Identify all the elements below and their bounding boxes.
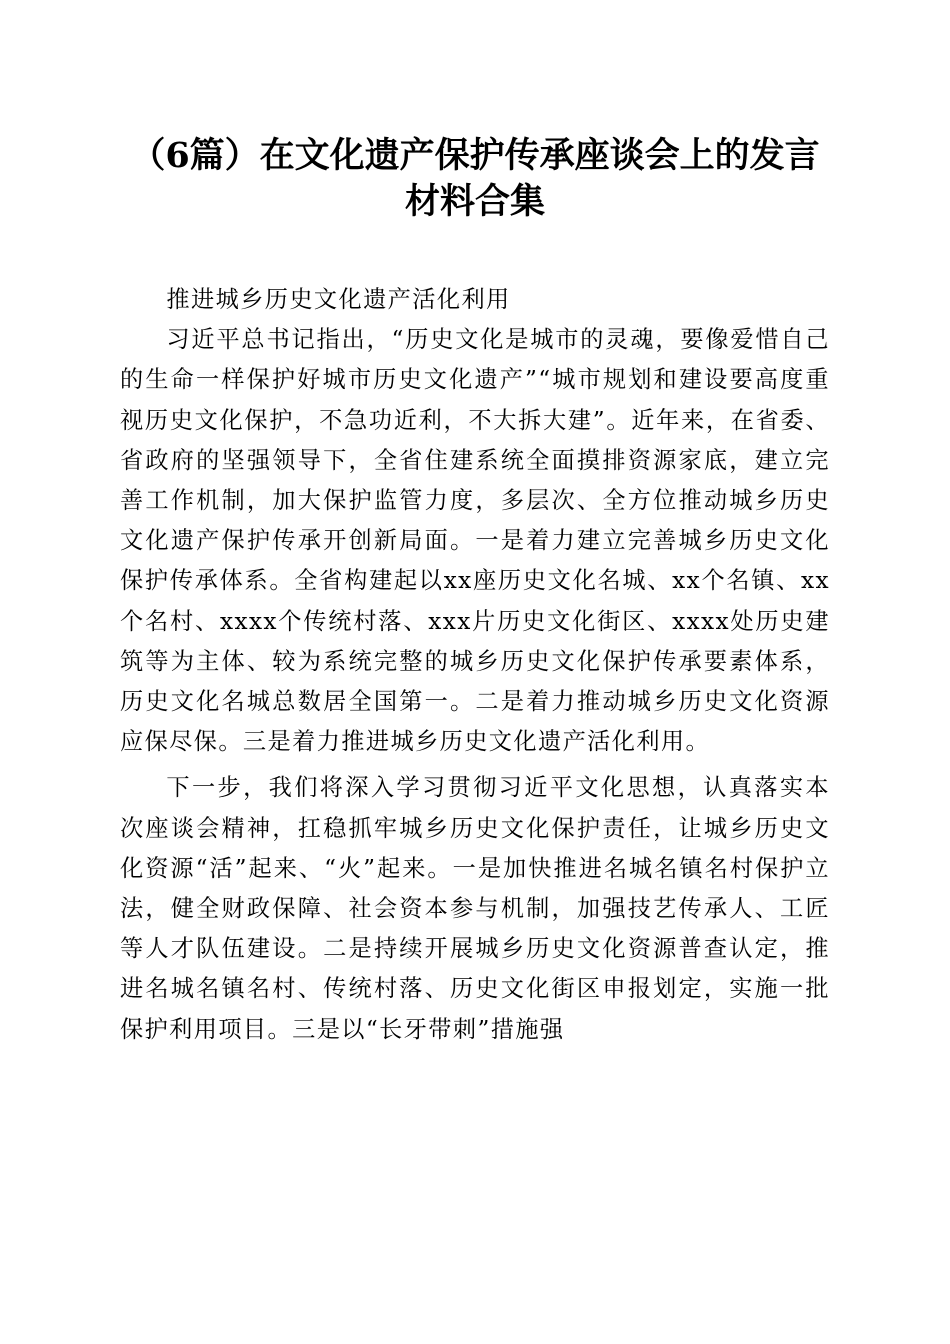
title-line-2: 材料合集 bbox=[404, 181, 545, 222]
section-heading: 推进城乡历史文化遗产活化利用 bbox=[166, 286, 511, 313]
body-paragraph: 习近平总书记指出，“历史文化是城市的灵魂，要像爱惜自己的生命一样保护好城市历史文化遗产”“城市规划和建设要高度重视历史文化保护，不急功近利，不大拆大建”。近年来，在省委、省政府的坚强领导下，全省住建系统全面摸排资源家底，建立完善工作机制，加大保护监管力度，多层次、全方位推动城乡历史文化遗产保护传承开创新局面。一是着力建立完善城乡历史文化保护传承体系。全省构建起以xx座历史文化名城、xx个名镇、xx个名村、xxxx个传统村落、xxx片历史文化街区、xxxx处历史建筑等为主体、较为系统完整的城乡历史文化保护传承要素体系，历史文化名城总数居全国第一。二是着力推动城乡历史文化资源应保尽保。三是着力推进城乡历史文化遗产活化利用。 bbox=[120, 326, 830, 756]
document-title bbox=[100, 133, 850, 225]
body-paragraph: 下一步，我们将深入学习贯彻习近平文化思想，认真落实本次座谈会精神，扛稳抓牢城乡历史文化保护责任，让城乡历史文化资源“活”起来、“火”起来。一是加快推进名城名镇名村保护立法，健全财政保障、社会资本参与机制，加强技艺传承人、工匠等人才队伍建设。二是持续开展城乡历史文化资源普查认定，推进名城名镇名村、传统村落、历史文化街区申报划定，实施一批保护利用项目。三是以“长牙带刺”措施强 bbox=[120, 774, 830, 1043]
document-body bbox=[120, 280, 830, 1050]
title-line-1: （6篇）在文化遗产保护传承座谈会上的发言 bbox=[130, 135, 820, 176]
